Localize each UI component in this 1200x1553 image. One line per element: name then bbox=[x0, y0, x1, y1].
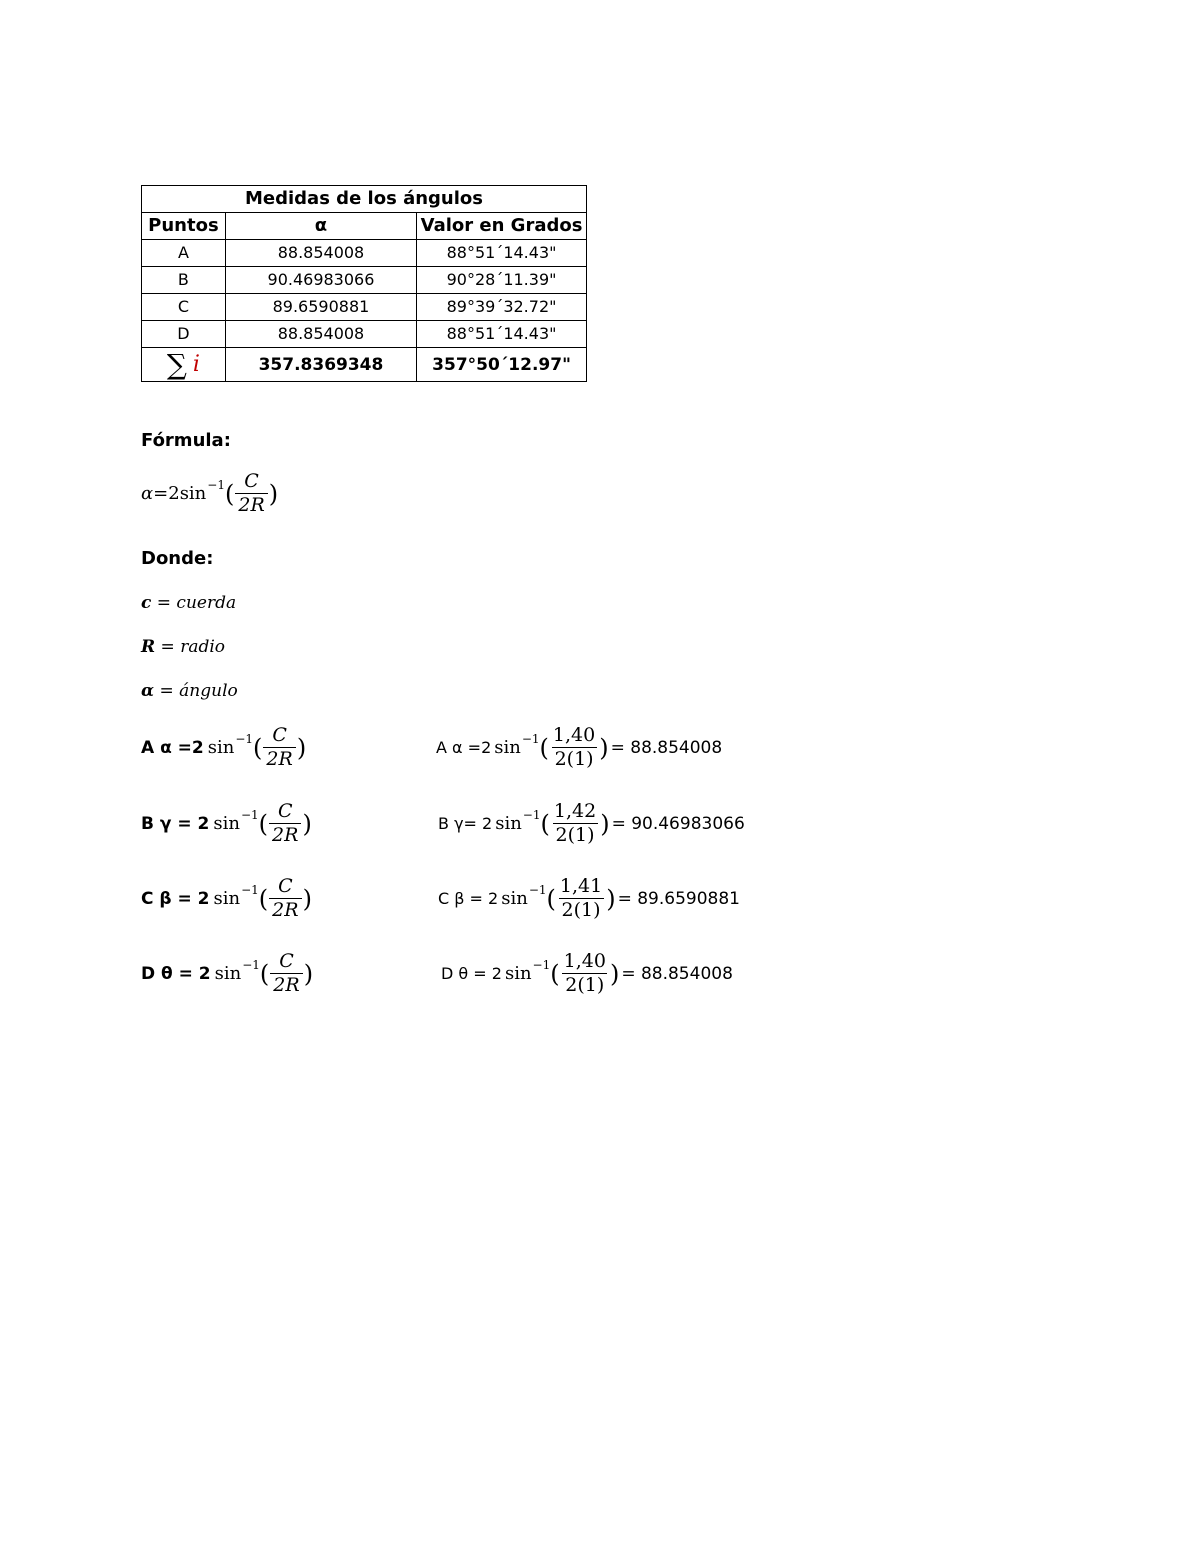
equation-label: D θ = 2 bbox=[441, 964, 502, 983]
table-sum-row bbox=[142, 348, 587, 382]
fraction bbox=[551, 802, 599, 845]
equation-result: = 88.854008 bbox=[621, 963, 733, 984]
table-row bbox=[142, 294, 587, 321]
fraction-denominator: 2R bbox=[269, 898, 301, 920]
fraction-denominator: 2(1) bbox=[559, 898, 604, 920]
sin-sup: −1 bbox=[240, 807, 259, 822]
definition-line bbox=[141, 681, 238, 701]
equation-label: A α =2 bbox=[436, 738, 492, 757]
cell-point: C bbox=[142, 294, 226, 321]
definition-sep: = bbox=[154, 681, 180, 701]
fraction-numerator: 1,42 bbox=[553, 800, 597, 822]
definition-var: R bbox=[141, 637, 156, 657]
equation-right-c bbox=[438, 877, 740, 920]
close-paren: ) bbox=[296, 733, 307, 762]
sin-sup: −1 bbox=[522, 807, 541, 822]
cell-degrees: 88°51´14.43" bbox=[417, 240, 587, 267]
fraction-denominator: 2(1) bbox=[553, 823, 598, 845]
cell-sum-alpha: 357.8369348 bbox=[225, 348, 416, 382]
equation-right-d bbox=[441, 952, 733, 995]
equation-left-a bbox=[141, 726, 306, 769]
fraction bbox=[269, 802, 301, 845]
equation-result: = 89.6590881 bbox=[617, 888, 740, 909]
fraction-denominator: 2(1) bbox=[552, 747, 597, 769]
main-formula bbox=[141, 472, 278, 515]
table-row bbox=[142, 267, 587, 294]
equation-result: = 90.46983066 bbox=[611, 813, 745, 834]
table-title: Medidas de los ángulos bbox=[142, 186, 587, 213]
sin-text: sin bbox=[213, 813, 240, 834]
close-paren: ) bbox=[302, 884, 312, 913]
equation-right-a bbox=[436, 726, 722, 769]
open-paren: ( bbox=[546, 884, 556, 913]
cell-point: B bbox=[142, 267, 226, 294]
open-paren: ( bbox=[258, 884, 269, 913]
formula-lhs: α bbox=[141, 483, 154, 504]
equation-label: D θ = 2 bbox=[141, 963, 211, 984]
sin-text: sin bbox=[501, 888, 528, 909]
table-title-row bbox=[142, 186, 587, 213]
cell-degrees: 88°51´14.43" bbox=[417, 321, 587, 348]
fraction-numerator: C bbox=[272, 724, 287, 746]
sin-text: sin bbox=[207, 737, 235, 758]
donde-heading: Donde: bbox=[141, 548, 214, 569]
definition-desc: ángulo bbox=[179, 681, 238, 701]
sin-sup: −1 bbox=[532, 957, 551, 972]
sin-text: sin bbox=[504, 963, 532, 984]
table-row bbox=[142, 240, 587, 267]
open-paren: ( bbox=[258, 809, 269, 838]
fraction-numerator: 1,40 bbox=[563, 950, 606, 972]
sin-text: sin bbox=[495, 813, 522, 834]
cell-alpha: 88.854008 bbox=[225, 240, 416, 267]
close-paren: ) bbox=[302, 809, 312, 838]
sin-text: sin bbox=[213, 888, 241, 909]
fraction-numerator: C bbox=[278, 875, 293, 897]
cell-point: D bbox=[142, 321, 226, 348]
open-paren: ( bbox=[259, 959, 270, 988]
equation-left-c bbox=[141, 877, 312, 920]
summation-symbol: ∑ bbox=[166, 347, 187, 381]
sin-sup: −1 bbox=[242, 957, 260, 972]
close-paren: ) bbox=[599, 733, 609, 762]
equation-result: = 88.854008 bbox=[610, 737, 723, 758]
definition-var: α bbox=[141, 681, 155, 701]
fraction-numerator: C bbox=[244, 470, 259, 492]
definition-desc: radio bbox=[180, 637, 226, 657]
open-paren: ( bbox=[550, 959, 560, 988]
cell-alpha: 90.46983066 bbox=[225, 267, 416, 294]
fraction bbox=[561, 952, 609, 995]
cell-degrees: 89°39´32.72" bbox=[417, 294, 587, 321]
definition-desc: cuerda bbox=[176, 593, 237, 613]
fraction bbox=[557, 877, 605, 920]
open-paren: ( bbox=[539, 733, 549, 762]
header-degrees: Valor en Grados bbox=[417, 213, 587, 240]
equation-left-b bbox=[141, 802, 312, 845]
equation-label: A α =2 bbox=[141, 737, 204, 758]
cell-alpha: 89.6590881 bbox=[225, 294, 416, 321]
equation-right-b bbox=[438, 802, 745, 845]
sin-sup: −1 bbox=[241, 882, 259, 897]
close-paren: ) bbox=[600, 809, 610, 838]
sin-sup: −1 bbox=[528, 882, 547, 897]
header-alpha: α bbox=[225, 213, 416, 240]
cell-sum-degrees: 357°50´12.97" bbox=[417, 348, 587, 382]
definition-line bbox=[141, 593, 236, 613]
cell-point: A bbox=[142, 240, 226, 267]
definition-sep: = bbox=[151, 593, 177, 613]
equation-label: B γ = 2 bbox=[141, 813, 210, 834]
fraction-denominator: 2R bbox=[269, 823, 301, 845]
formula-fraction bbox=[235, 472, 267, 515]
fraction bbox=[550, 726, 598, 769]
equation-left-d bbox=[141, 952, 313, 995]
fraction-denominator: 2R bbox=[235, 493, 267, 515]
fraction-numerator: C bbox=[279, 950, 294, 972]
formula-eq: =2sin bbox=[153, 483, 207, 504]
fraction-numerator: C bbox=[277, 800, 293, 822]
close-paren: ) bbox=[303, 959, 314, 988]
open-paren: ( bbox=[224, 479, 235, 508]
open-paren: ( bbox=[540, 809, 550, 838]
cell-sum-label bbox=[142, 348, 226, 382]
table-header-row bbox=[142, 213, 587, 240]
sin-text: sin bbox=[494, 737, 521, 758]
fraction-denominator: 2R bbox=[270, 973, 302, 995]
fraction bbox=[263, 726, 295, 769]
equation-label: C β = 2 bbox=[438, 889, 499, 908]
formula-heading: Fórmula: bbox=[141, 430, 231, 451]
fraction bbox=[269, 877, 301, 920]
main-formula-math bbox=[141, 472, 278, 515]
table-row bbox=[142, 321, 587, 348]
close-paren: ) bbox=[606, 884, 616, 913]
header-points: Puntos bbox=[142, 213, 226, 240]
sin-sup: −1 bbox=[521, 731, 540, 746]
angles-table bbox=[141, 185, 587, 382]
fraction-denominator: 2(1) bbox=[562, 973, 607, 995]
open-paren: ( bbox=[253, 733, 263, 762]
summation-index: i bbox=[192, 351, 200, 377]
equation-label: B γ= 2 bbox=[438, 814, 493, 833]
fraction-denominator: 2R bbox=[263, 747, 295, 769]
close-paren: ) bbox=[268, 479, 279, 508]
sin-sup: −1 bbox=[235, 731, 254, 746]
definition-line bbox=[141, 637, 225, 657]
formula-sup: −1 bbox=[207, 477, 225, 492]
cell-alpha: 88.854008 bbox=[225, 321, 416, 348]
cell-degrees: 90°28´11.39" bbox=[417, 267, 587, 294]
fraction-numerator: 1,41 bbox=[559, 875, 603, 897]
close-paren: ) bbox=[609, 959, 620, 988]
fraction-numerator: 1,40 bbox=[552, 724, 596, 746]
sin-text: sin bbox=[214, 963, 242, 984]
equation-label: C β = 2 bbox=[141, 888, 210, 909]
definition-var: c bbox=[141, 593, 152, 613]
fraction bbox=[270, 952, 302, 995]
definition-sep: = bbox=[155, 637, 181, 657]
